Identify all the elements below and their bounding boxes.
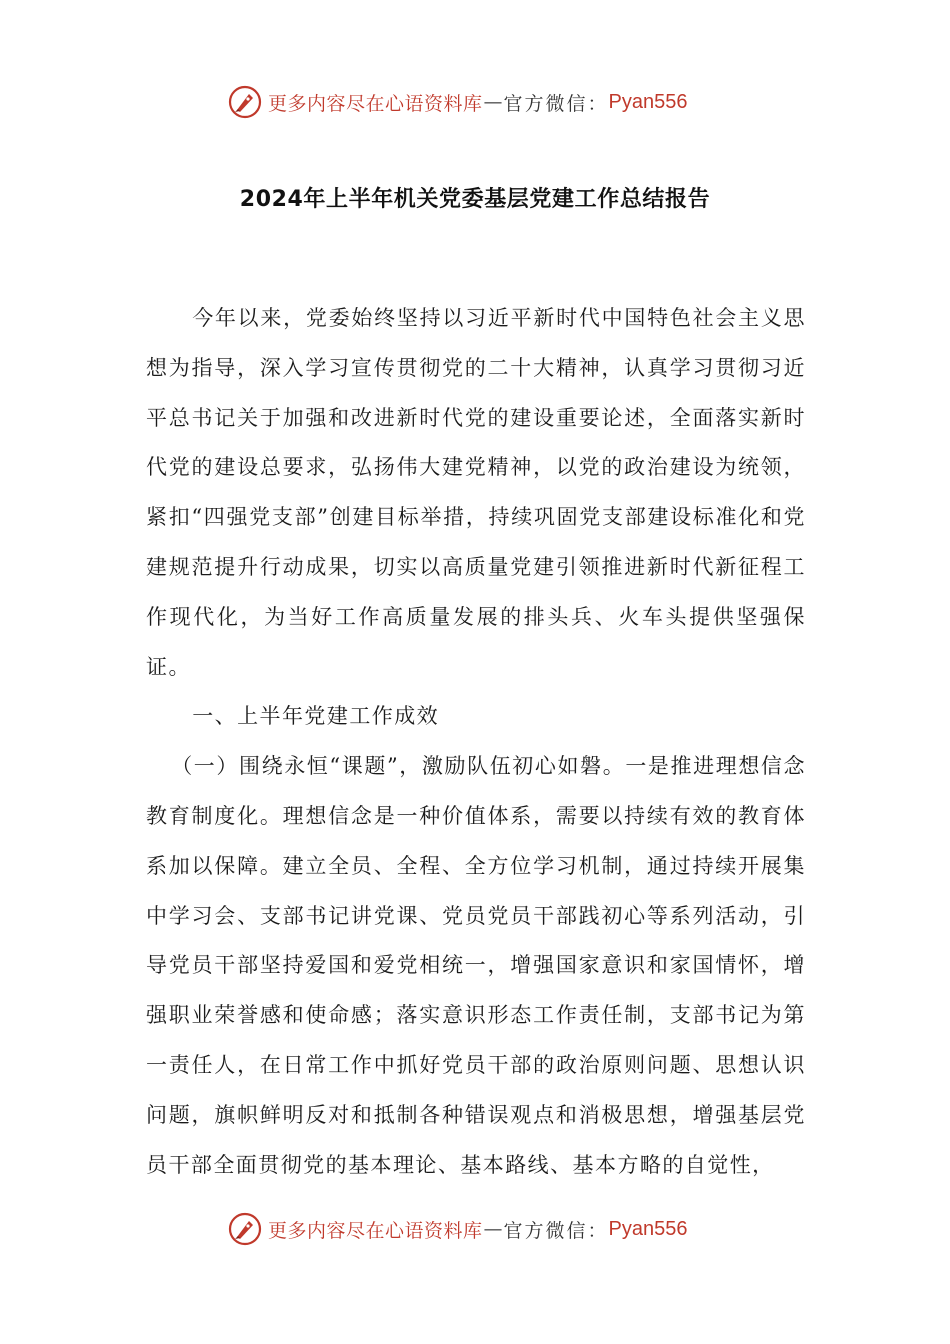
intro-paragraph: 今年以来，党委始终坚持以习近平新时代中国特色社会主义思想为指导，深入学习宣传贯彻党的二十大精神，认真学习贯彻习近平总书记关于加强和改进新时代党的建设重要论述，全面落实新时代党的建设总要求，弘扬伟大建党精神，以党的政治建设为统领，紧扣“四强党支部”创建目标举措，持续巩固党支部建设标准化和党建规范提升行动成果，切实以高质量党建引领推进新时代新征程工作现代化，为当好工作高质量发展的排头兵、火车头提供坚强保证。 [146, 306, 806, 679]
banner-wechat-id: Pyan556 [608, 90, 688, 113]
subsection-paragraph: （一）围绕永恒“课题”，激励队伍初心如磐。一是推进理想信念教育制度化。理想信念是一种价值体系，需要以持续有效的教育体系加以保障。建立全员、全程、全方位学习机制，通过持续开展集中学习会、支部书记讲党课、党员党员干部践初心等系列活动，引导党员干部坚持爱国和爱党相统一，增强国家意识和家国情怀，增强职业荣誉感和使命感；落实意识形态工作责任制，支部书记为第一责任人，在日常工作中抓好党员干部的政治原则问题、思想认识问题，旗帜鲜明反对和抵制各种错误观点和消极思想，增强基层党员干部全面贯彻党的基本理论、基本路线、基本方略的自觉性， [146, 754, 806, 1177]
pen-nib-logo-icon [228, 1212, 262, 1246]
section-heading: 一、上半年党建工作成效 [192, 704, 440, 729]
banner-text: 更多内容尽在心语资料库 [268, 1219, 483, 1242]
banner-official-label: 官方微信： [503, 92, 609, 115]
banner-official-label: 官方微信： [503, 1219, 609, 1242]
footer-watermark-banner [228, 1209, 688, 1249]
document-body [146, 294, 806, 1190]
banner-dash: — [483, 1218, 503, 1240]
header-watermark-banner [228, 82, 688, 122]
banner-dash: — [483, 91, 503, 113]
banner-wechat-id: Pyan556 [608, 1217, 688, 1240]
document-title: 2024年上半年机关党委基层党建工作总结报告 [239, 187, 711, 212]
banner-text: 更多内容尽在心语资料库 [268, 92, 483, 115]
pen-nib-logo-icon [228, 85, 262, 119]
